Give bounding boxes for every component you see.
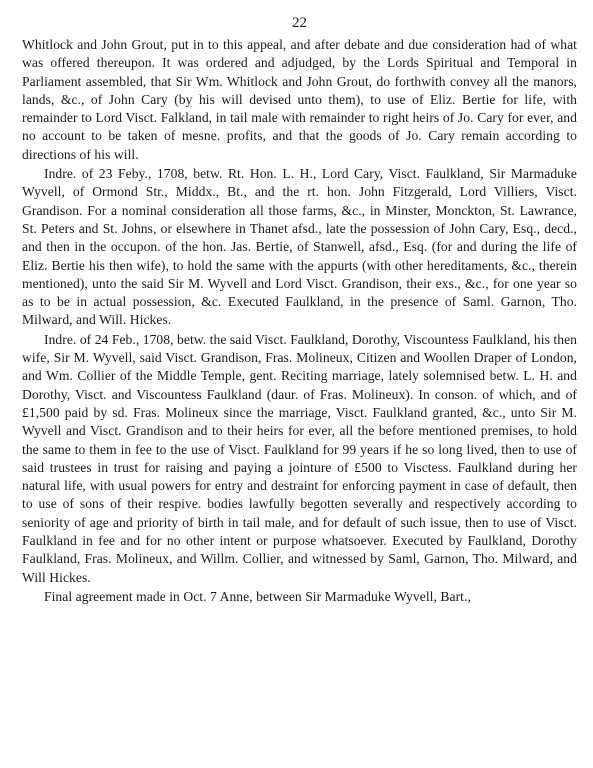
paragraph-final-agreement: Final agreement made in Oct. 7 Anne, between Sir Marmaduke Wyvell, Bart., bbox=[44, 588, 471, 604]
paragraph-indenture-23-feb-1708: Indre. of 23 Feby., 1708, betw. Rt. Hon. L. H., Lord Cary, Visct. Faulkland, Sir Marmaduke Wyvell, of Ormond Str., Middx., Bt., and the rt. hon. John Fitzgerald, Lord Villiers, Visct. Grandison. For a nominal consideration all those farms, &c., in Minster, Monckton, St. Lawrance, St. Peters and St. Johns, or elsewhere in Thanet afsd., late the possession of John Cary, Esq., decd., and then in the occupon. of the hon. Jas. Bertie, of Stanwell, afsd., Esq. (for and during the life of Eliz. Bertie his then wife), to hold the same with the appurts (with other hereditaments, &c., therein mentioned), unto the said Sir M. Wyvell and Lord Visct. Grandison, their exs., &c., for one year so as to be in actual possession, &c. Executed Faulkland, in the presence of Saml. Garnon, Tho. Milward, and Will. Hickes. bbox=[22, 166, 577, 328]
page-number: 22 bbox=[292, 15, 307, 31]
paragraph-indenture-24-feb-1708: Indre. of 24 Feb., 1708, betw. the said Visct. Faulkland, Dorothy, Viscountess Faulkland, his then wife, Sir M. Wyvell, said Visct. Grandison, Fras. Molineux, Citizen and Woollen Draper of London, and Wm. Collier of the Middle Temple, gent. Reciting marriage, lately solemnised betw. L. H. and Dorothy, Visct. and Viscountess Faulkland (daur. of Fras. Molineux). In conson. of which, and of £1,500 paid by sd. Fras. Molineux since the marriage, Visct. Faulkland granted, &c., unto Sir M. Wyvell and Visct. Grandison and to their heirs for ever, all the before mentioned premises, to hold the same to them in fee to the use of Visct. Faulkland for 99 years if he so long lived, then to use of said trustees in trust for raising and paying a jointure of £500 to Visctess. Faulkland during her natural life, with usual powers for entry and destraint for enforcing payment in case of default, then to use of sons of their respive. bodies lawfully begotten severally and respectively according to seniority of age and priority of birth in tail male, and for default of such issue, then to use of Visct. Faulkland in fee and for no other intent or purpose whatsoever. Executed by Faulkland, Dorothy Faulkland, Fras. Molineux, and Willm. Collier, and witnessed by Saml, Garnon, Tho. Milward, and Will Hickes. bbox=[22, 331, 577, 585]
paragraph-appeal-judgment: Whitlock and John Grout, put in to this appeal, and after debate and due consideration had of what was offered thereupon. It was ordered and adjudged, by the Lords Spiritual and Temporal in Parliament assembled, that Sir Wm. Whitlock and John Grout, do forthwith convey all the manors, lands, &c., of John Cary (by his will devised unto them), to use of Eliz. Bertie for life, with remainder to Lord Visct. Falkland, in tail male with remainder to right heirs of Jo. Cary for ever, and no account to be taken of mesne. profits, and that the goods of Jo. Cary remain according to directions of his will. bbox=[22, 37, 577, 162]
